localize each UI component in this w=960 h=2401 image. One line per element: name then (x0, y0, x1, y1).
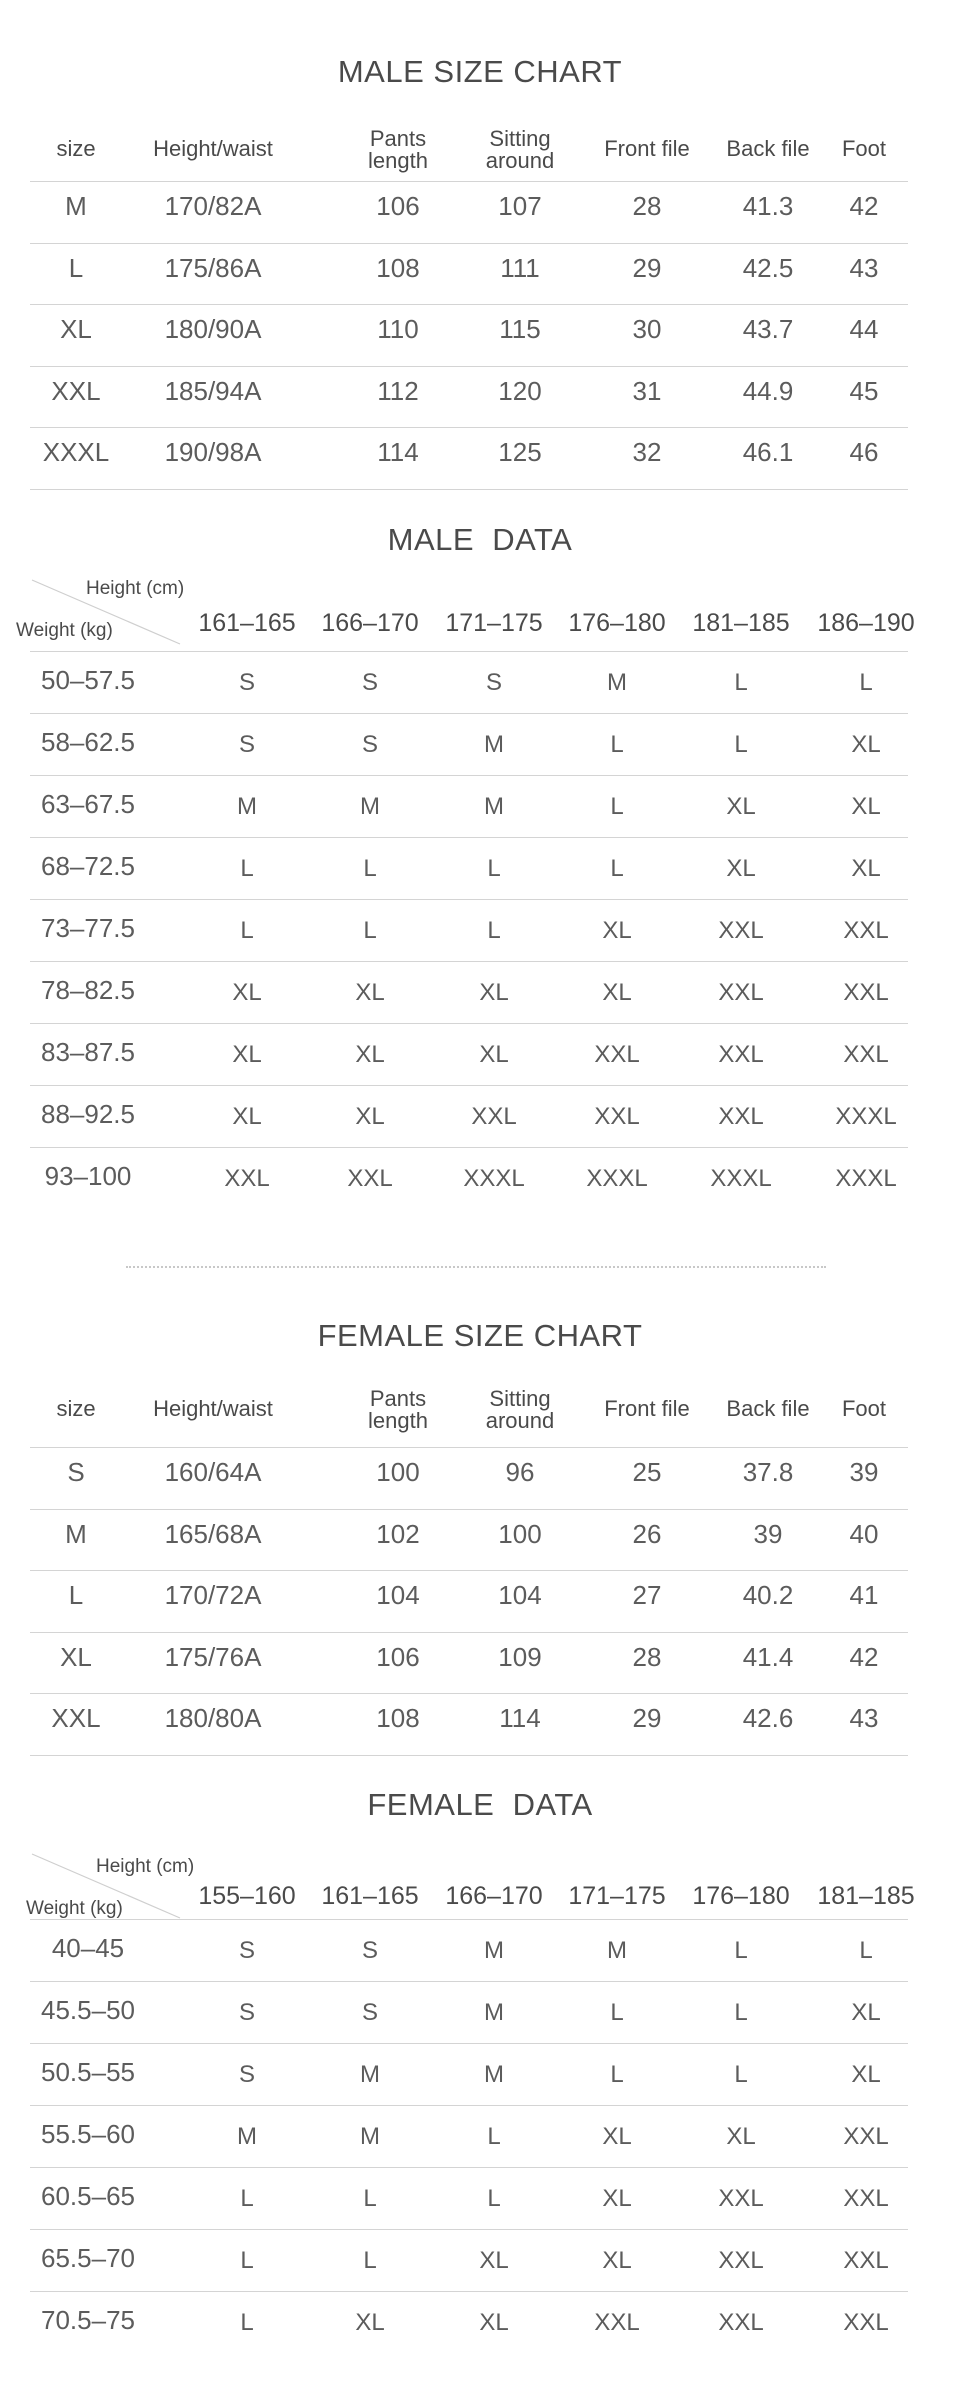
female_size_chart-cell: 160/64A (164, 1457, 262, 1487)
female_size_chart-header-3: Sitting around (485, 1386, 555, 1433)
female_data-size-cell: M (484, 1999, 504, 2026)
male_data-weight-row: 50–57.5 (41, 665, 135, 695)
male_data-size-cell: XXL (594, 1103, 640, 1130)
male_data-size-cell: XL (232, 979, 262, 1006)
female_size_chart-rule (30, 1693, 908, 1694)
female_data-size-cell: M (484, 1937, 504, 1964)
male_data-height-col: 166–170 (321, 609, 419, 637)
male_data-size-cell: S (238, 731, 255, 758)
male_data-size-cell: S (485, 669, 502, 696)
male_data-size-cell: XL (602, 917, 632, 944)
male_data-size-cell: XXL (718, 1041, 764, 1068)
male_data-title: MALE DATA (387, 522, 573, 557)
male_size_chart-cell: 46 (849, 437, 879, 467)
male_size_chart-cell: 43.7 (742, 314, 794, 344)
male_size_chart-cell: 107 (498, 191, 542, 221)
female_size_chart-cell: 109 (498, 1641, 542, 1672)
female_data-height-label: Height (cm) (96, 1856, 195, 1877)
female_data-weight-row: 65.5–70 (41, 2243, 135, 2273)
female_size_chart-cell: 37.8 (742, 1457, 794, 1487)
female_size_chart-header-2: Pants length (368, 1386, 428, 1433)
female_size_chart-rule (30, 1570, 908, 1571)
male_data-size-cell: XXL (718, 1103, 764, 1130)
female_data-weight-label: Weight (kg) (26, 1898, 123, 1919)
female_size_chart-cell: 40.2 (742, 1580, 794, 1610)
male_size_chart-rule (30, 366, 908, 367)
male_data-size-cell: XL (232, 1103, 262, 1130)
female_data-size-cell: XXL (718, 2185, 764, 2212)
female_data-weight-row: 60.5–65 (41, 2181, 135, 2211)
male_size_chart-cell: 30 (632, 314, 662, 344)
male_data-size-cell: L (734, 731, 748, 758)
female_data-size-cell: L (734, 1999, 748, 2026)
female_data-size-cell: S (238, 2061, 255, 2088)
male_data-size-cell: M (484, 793, 504, 820)
female_data-rule (30, 2105, 908, 2106)
female_data-size-cell: XL (851, 1999, 881, 2026)
male_size_chart-cell: 108 (376, 252, 420, 283)
female_size_chart-cell: 25 (632, 1457, 662, 1487)
male_data-weight-row: 93–100 (44, 1161, 132, 1191)
female_data-size-cell: L (363, 2185, 377, 2212)
female_size_chart-cell: 102 (376, 1518, 420, 1549)
female_size_chart-cell: 42.6 (742, 1703, 794, 1733)
male_data-size-cell: XXL (843, 1041, 889, 1068)
female_data-size-cell: M (360, 2061, 380, 2088)
male_data-weight-row: 68–72.5 (41, 851, 135, 881)
male_size_chart-cell: 44 (849, 314, 879, 344)
male_data-size-cell: XXL (843, 917, 889, 944)
male_data-size-cell: L (240, 855, 254, 882)
male_data-rule (30, 837, 908, 838)
female_data-height-col: 166–170 (445, 1882, 543, 1910)
male_size_chart-cell: 45 (849, 375, 879, 406)
male_data-size-cell: XXXL (586, 1165, 648, 1192)
male_size_chart-cell: 115 (499, 314, 541, 344)
female_size_chart-cell: XL (60, 1641, 92, 1672)
male_data-weight-row: 78–82.5 (41, 975, 135, 1005)
male_data-size-cell: XL (355, 1103, 385, 1130)
female_size_chart-cell: M (65, 1518, 87, 1549)
female_data-size-cell: XL (355, 2309, 385, 2336)
female_data-size-cell: L (240, 2309, 254, 2336)
female_data-size-cell: XL (851, 2061, 881, 2088)
male_size_chart-cell: 46.1 (742, 437, 794, 467)
female_size_chart-cell: 108 (376, 1703, 420, 1733)
male_size_chart-cell: 42.5 (742, 252, 794, 283)
male_size_chart-header-4: Front file (604, 136, 690, 161)
female_data-height-col: 161–165 (321, 1882, 419, 1910)
female_size_chart-cell: 26 (632, 1518, 662, 1549)
female_data-size-cell: L (240, 2247, 254, 2274)
male_data-size-cell: L (859, 669, 873, 696)
female_data-weight-row: 55.5–60 (41, 2119, 135, 2149)
male_data-height-col: 181–185 (692, 609, 790, 637)
female_size_chart-cell: 43 (849, 1703, 879, 1733)
male_data-weight-row: 73–77.5 (41, 913, 135, 943)
male_data-weight-row: 58–62.5 (41, 727, 135, 757)
male_data-size-cell: M (360, 793, 380, 820)
male_size_chart-cell: 110 (377, 314, 419, 344)
female_data-size-cell: L (859, 1937, 873, 1964)
female_data-title: FEMALE DATA (367, 1787, 593, 1822)
female_data-size-cell: XL (602, 2123, 632, 2150)
male_size_chart-cell: 29 (632, 252, 662, 283)
male_size_chart-cell: XL (60, 314, 92, 344)
male_data-size-cell: L (487, 855, 501, 882)
male_data-weight-row: 88–92.5 (41, 1099, 135, 1129)
female_data-size-cell: L (240, 2185, 254, 2212)
female_data-size-cell: XL (602, 2247, 632, 2274)
female_data-rule (30, 2229, 908, 2230)
female_data-rule (30, 2167, 908, 2168)
male_data-size-cell: XL (851, 855, 881, 882)
male_data-size-cell: L (610, 731, 624, 758)
female_data-size-cell: S (238, 1999, 255, 2026)
male_size_chart-cell: 175/86A (164, 252, 262, 283)
male_size_chart-header-1: Height/waist (153, 136, 273, 161)
male_data-weight-row: 83–87.5 (41, 1037, 135, 1067)
female_size_chart-title: FEMALE SIZE CHART (317, 1318, 643, 1353)
section-divider (126, 1266, 826, 1268)
male_size_chart-cell: 43 (849, 252, 879, 283)
male_size_chart-header-5: Back file (726, 136, 810, 161)
male_data-rule (30, 961, 908, 962)
male_data-size-cell: XL (726, 855, 756, 882)
female_data-height-col: 155–160 (198, 1882, 296, 1910)
female_data-rule (30, 1919, 908, 1920)
female_size_chart-header-6: Foot (841, 1396, 887, 1421)
female_size_chart-cell: 39 (753, 1518, 783, 1549)
female_size_chart-cell: 28 (632, 1641, 662, 1672)
male_data-height-col: 176–180 (568, 609, 666, 637)
female_size_chart-cell: 114 (499, 1703, 541, 1733)
male_size_chart-cell: 112 (377, 375, 419, 406)
female_data-size-cell: XXL (843, 2123, 889, 2150)
female_size_chart-cell: XXL (51, 1703, 101, 1733)
male_size_chart-cell: 180/90A (164, 314, 262, 344)
male_data-size-cell: XXL (594, 1041, 640, 1068)
male_data-height-col: 171–175 (445, 609, 543, 637)
female_data-rule (30, 2291, 908, 2292)
female_data-size-cell: L (734, 2061, 748, 2088)
female_size_chart-rule (30, 1632, 908, 1633)
male_data-rule (30, 775, 908, 776)
female_data-rule (30, 2043, 908, 2044)
female_size_chart-cell: 42 (849, 1641, 879, 1672)
male_size_chart-header-3: Sitting around (485, 126, 555, 173)
male_size_chart-header-2: Pants length (368, 126, 428, 173)
female_size_chart-cell: S (67, 1457, 85, 1487)
female_size_chart-header-0: size (56, 1396, 96, 1421)
female_size_chart-cell: 40 (849, 1518, 879, 1549)
male_size_chart-cell: 114 (377, 437, 419, 467)
female_size_chart-header-1: Height/waist (153, 1396, 273, 1421)
female_size_chart-cell: 170/72A (164, 1580, 262, 1610)
female_size_chart-cell: L (68, 1580, 84, 1610)
female_data-size-cell: S (361, 1999, 378, 2026)
male_data-size-cell: XL (479, 979, 509, 1006)
male_data-rule (30, 899, 908, 900)
male_size_chart-cell: 190/98A (164, 437, 262, 467)
male_data-size-cell: M (607, 669, 627, 696)
male_size_chart-cell: 170/82A (164, 191, 262, 221)
male_data-size-cell: XL (726, 793, 756, 820)
male_data-size-cell: S (361, 669, 378, 696)
male_size_chart-rule (30, 427, 908, 428)
female_data-size-cell: L (734, 1937, 748, 1964)
female_size_chart-cell: 104 (498, 1580, 542, 1610)
female_size_chart-cell: 106 (376, 1641, 420, 1672)
female_data-size-cell: XL (479, 2247, 509, 2274)
male_size_chart-cell: 106 (376, 191, 420, 221)
male_data-size-cell: XL (232, 1041, 262, 1068)
male_data-size-cell: XL (602, 979, 632, 1006)
male_data-size-cell: L (610, 855, 624, 882)
male_size_chart-cell: 32 (632, 437, 662, 467)
male_data-size-cell: XL (851, 731, 881, 758)
male_data-size-cell: XXXL (835, 1103, 897, 1130)
female_size_chart-rule (30, 1755, 908, 1756)
female_data-size-cell: XXL (843, 2185, 889, 2212)
female_data-size-cell: S (238, 1937, 255, 1964)
male_size_chart-cell: M (65, 191, 87, 221)
female_size_chart-rule (30, 1447, 908, 1448)
female_data-size-cell: XXL (718, 2247, 764, 2274)
female_size_chart-cell: 41.4 (742, 1641, 794, 1672)
female_size_chart-cell: 165/68A (164, 1518, 262, 1549)
male_size_chart-cell: 28 (632, 191, 662, 221)
male_data-size-cell: XXL (224, 1165, 270, 1192)
male_data-size-cell: XXL (347, 1165, 393, 1192)
male_data-size-cell: XL (851, 793, 881, 820)
male_size_chart-cell: 111 (500, 252, 540, 283)
male_data-size-cell: XXL (718, 917, 764, 944)
female_size_chart-cell: 100 (376, 1457, 420, 1487)
male_data-size-cell: L (487, 917, 501, 944)
female_data-size-cell: M (484, 2061, 504, 2088)
male_data-size-cell: XXXL (463, 1165, 525, 1192)
male_size_chart-cell: 41.3 (742, 191, 794, 221)
female_data-size-cell: XXL (718, 2309, 764, 2336)
male_data-size-cell: XL (355, 1041, 385, 1068)
male_data-size-cell: XXL (843, 979, 889, 1006)
female_data-size-cell: L (610, 2061, 624, 2088)
male_data-height-col: 161–165 (198, 609, 296, 637)
female_data-height-col: 181–185 (817, 1882, 915, 1910)
male_size_chart-cell: 42 (849, 191, 879, 221)
male_data-size-cell: L (240, 917, 254, 944)
male_data-rule (30, 1147, 908, 1148)
female_data-size-cell: XXL (843, 2309, 889, 2336)
female_size_chart-cell: 41 (849, 1580, 879, 1610)
female_data-weight-row: 70.5–75 (41, 2305, 135, 2335)
female_data-size-cell: L (487, 2185, 501, 2212)
female_data-height-col: 171–175 (568, 1882, 666, 1910)
male_size_chart-rule (30, 181, 908, 182)
female_data-size-cell: L (363, 2247, 377, 2274)
male_size_chart-cell: 31 (632, 375, 662, 406)
female_size_chart-cell: 27 (632, 1580, 662, 1610)
male_size_chart-title: MALE SIZE CHART (337, 54, 623, 89)
male_data-rule (30, 651, 908, 652)
male_size_chart-cell: 125 (498, 437, 542, 467)
female_data-size-cell: M (360, 2123, 380, 2150)
male_size_chart-header-6: Foot (841, 136, 887, 161)
male_size_chart-rule (30, 489, 908, 490)
male_size_chart-cell: 44.9 (742, 375, 794, 406)
male_size_chart-rule (30, 304, 908, 305)
female_data-size-cell: XL (479, 2309, 509, 2336)
female_data-size-cell: XL (602, 2185, 632, 2212)
male_data-size-cell: L (610, 793, 624, 820)
female_size_chart-cell: 180/80A (164, 1703, 262, 1733)
male_size_chart-cell: XXL (51, 375, 101, 406)
male_data-height-col: 186–190 (817, 609, 915, 637)
female_data-size-cell: L (610, 1999, 624, 2026)
male_data-size-cell: XL (355, 979, 385, 1006)
male_data-weight-label: Weight (kg) (16, 620, 113, 641)
male_size_chart-header-0: size (56, 136, 96, 161)
female_size_chart-cell: 100 (498, 1518, 542, 1549)
female_data-size-cell: XXL (843, 2247, 889, 2274)
female_size_chart-rule (30, 1509, 908, 1510)
male_data-size-cell: XL (479, 1041, 509, 1068)
female_size_chart-header-5: Back file (726, 1396, 810, 1421)
male_data-size-cell: L (363, 855, 377, 882)
female_data-height-col: 176–180 (692, 1882, 790, 1910)
male_data-size-cell: M (237, 793, 257, 820)
female_data-weight-row: 40–45 (51, 1933, 125, 1963)
female_data-weight-row: 50.5–55 (41, 2057, 135, 2087)
female_data-size-cell: S (361, 1937, 378, 1964)
female_data-size-cell: M (607, 1937, 627, 1964)
male_data-weight-row: 63–67.5 (41, 789, 135, 819)
male_size_chart-cell: XXXL (42, 437, 110, 467)
male_size_chart-cell: L (68, 252, 84, 283)
female_size_chart-cell: 96 (505, 1457, 535, 1487)
male_size_chart-cell: 185/94A (164, 375, 262, 406)
male_data-size-cell: S (361, 731, 378, 758)
male_data-size-cell: M (484, 731, 504, 758)
female_size_chart-cell: 104 (376, 1580, 420, 1610)
female_size_chart-cell: 29 (632, 1703, 662, 1733)
male_data-rule (30, 1085, 908, 1086)
male_data-height-label: Height (cm) (86, 578, 185, 599)
male_data-size-cell: XXL (471, 1103, 517, 1130)
female_data-size-cell: L (487, 2123, 501, 2150)
male_data-size-cell: L (734, 669, 748, 696)
female_data-size-cell: XL (726, 2123, 756, 2150)
female_data-weight-row: 45.5–50 (41, 1995, 135, 2025)
female_size_chart-header-4: Front file (604, 1396, 690, 1421)
male_size_chart-rule (30, 243, 908, 244)
male_data-size-cell: S (238, 669, 255, 696)
female_data-rule (30, 1981, 908, 1982)
female_data-size-cell: XXL (594, 2309, 640, 2336)
male_data-size-cell: L (363, 917, 377, 944)
male_size_chart-cell: 120 (498, 375, 542, 406)
male_data-size-cell: XXXL (710, 1165, 772, 1192)
female_data-size-cell: M (237, 2123, 257, 2150)
male_data-rule (30, 713, 908, 714)
female_size_chart-cell: 175/76A (164, 1641, 262, 1672)
male_data-rule (30, 1023, 908, 1024)
male_data-size-cell: XXL (718, 979, 764, 1006)
male_data-size-cell: XXXL (835, 1165, 897, 1192)
female_size_chart-cell: 39 (849, 1457, 879, 1487)
